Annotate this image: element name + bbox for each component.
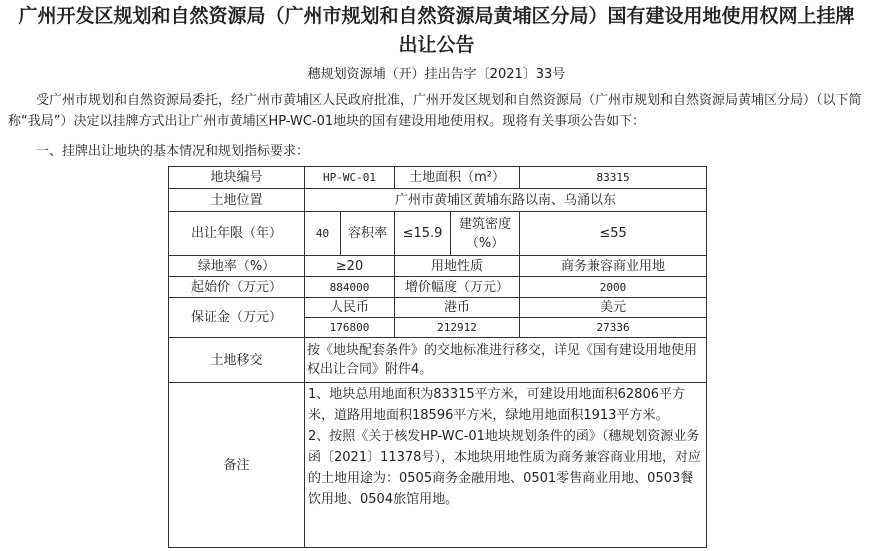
usd-value: 27336	[520, 318, 707, 338]
table-row	[169, 298, 707, 318]
rmb-value: 176800	[305, 318, 395, 338]
table-row	[169, 189, 707, 212]
parcel-no-value: HP-WC-01	[305, 167, 395, 189]
use-label: 用地性质	[395, 256, 520, 277]
far-label: 容积率	[341, 212, 395, 256]
notes-value	[305, 383, 707, 548]
parcel-no-label: 地块编号	[169, 167, 305, 189]
table-row	[169, 167, 707, 189]
term-label: 出让年限（年）	[169, 212, 305, 256]
increment-label: 增价幅度（万元）	[395, 277, 520, 298]
deposit-label: 保证金（万元）	[169, 298, 305, 338]
table-row	[169, 383, 707, 548]
usd-label: 美元	[520, 298, 707, 318]
green-label: 绿地率（%）	[169, 256, 305, 277]
handover-label: 土地移交	[169, 338, 305, 383]
density-value: ≤55	[520, 212, 707, 256]
use-value: 商务兼容商业用地	[520, 256, 707, 277]
handover-value: 按《地块配套条件》的交地标准进行移交，详见《国有建设用地使用权出让合同》附件4。	[305, 338, 707, 383]
table-row	[169, 256, 707, 277]
density-label: 建筑密度（%）	[451, 212, 520, 256]
intro-paragraph: 受广州市规划和自然资源局委托，经广州市黄埔区人民政府批准，广州开发区规划和自然资源局（广州市规划和自然资源局黄埔区分局）（以下简称“我局”）决定以挂牌方式出让广州市黄埔区HP-WC-01地块的国有建设用地使用权。现将有关事项公告如下：	[8, 93, 862, 129]
table-row	[169, 212, 707, 256]
term-value: 40	[305, 212, 341, 256]
title-line-2: 出让公告	[398, 34, 475, 56]
start-price-value: 884000	[305, 277, 395, 298]
document-number: 穗规划资源埔（开）挂出告字〔2021〕33号	[307, 67, 566, 82]
far-value: ≤15.9	[395, 212, 451, 256]
green-value: ≥20	[305, 256, 395, 277]
location-label: 土地位置	[169, 189, 305, 212]
rmb-label: 人民币	[305, 298, 395, 318]
note-item-1: 1、地块总用地面积为83315平方米，可建设用地面积62806平方米，道路用地面积18596平方米，绿地用地面积1913平方米。	[308, 387, 685, 423]
note-item-2: 2、按照《关于核发HP-WC-01地块规划条件的函》（穗规划资源业务函〔2021〕11378号），本地块用地性质为商务兼容商业用地，对应的土地用途为：0505商务金融用地、0501零售商业用地、0503餐饮用地、0504旅馆用地。	[308, 429, 701, 507]
location-value: 广州市黄埔区黄埔东路以南、乌涌以东	[305, 189, 707, 212]
announcement-title	[0, 2, 873, 60]
start-price-label: 起始价（万元）	[169, 277, 305, 298]
title-line-1: 广州开发区规划和自然资源局（广州市规划和自然资源局黄埔区分局）国有建设用地使用权网上挂牌	[18, 5, 855, 27]
land-area-value: 83315	[520, 167, 707, 189]
parcel-info-table	[168, 166, 707, 548]
table-row	[169, 277, 707, 298]
hkd-value: 212912	[395, 318, 520, 338]
notes-label: 备注	[169, 383, 305, 548]
hkd-label: 港币	[395, 298, 520, 318]
table-row	[169, 338, 707, 383]
increment-value: 2000	[520, 277, 707, 298]
land-area-label: 土地面积（m²）	[395, 167, 520, 189]
section-heading: 一、挂牌出让地块的基本情况和规划指标要求：	[36, 144, 310, 159]
